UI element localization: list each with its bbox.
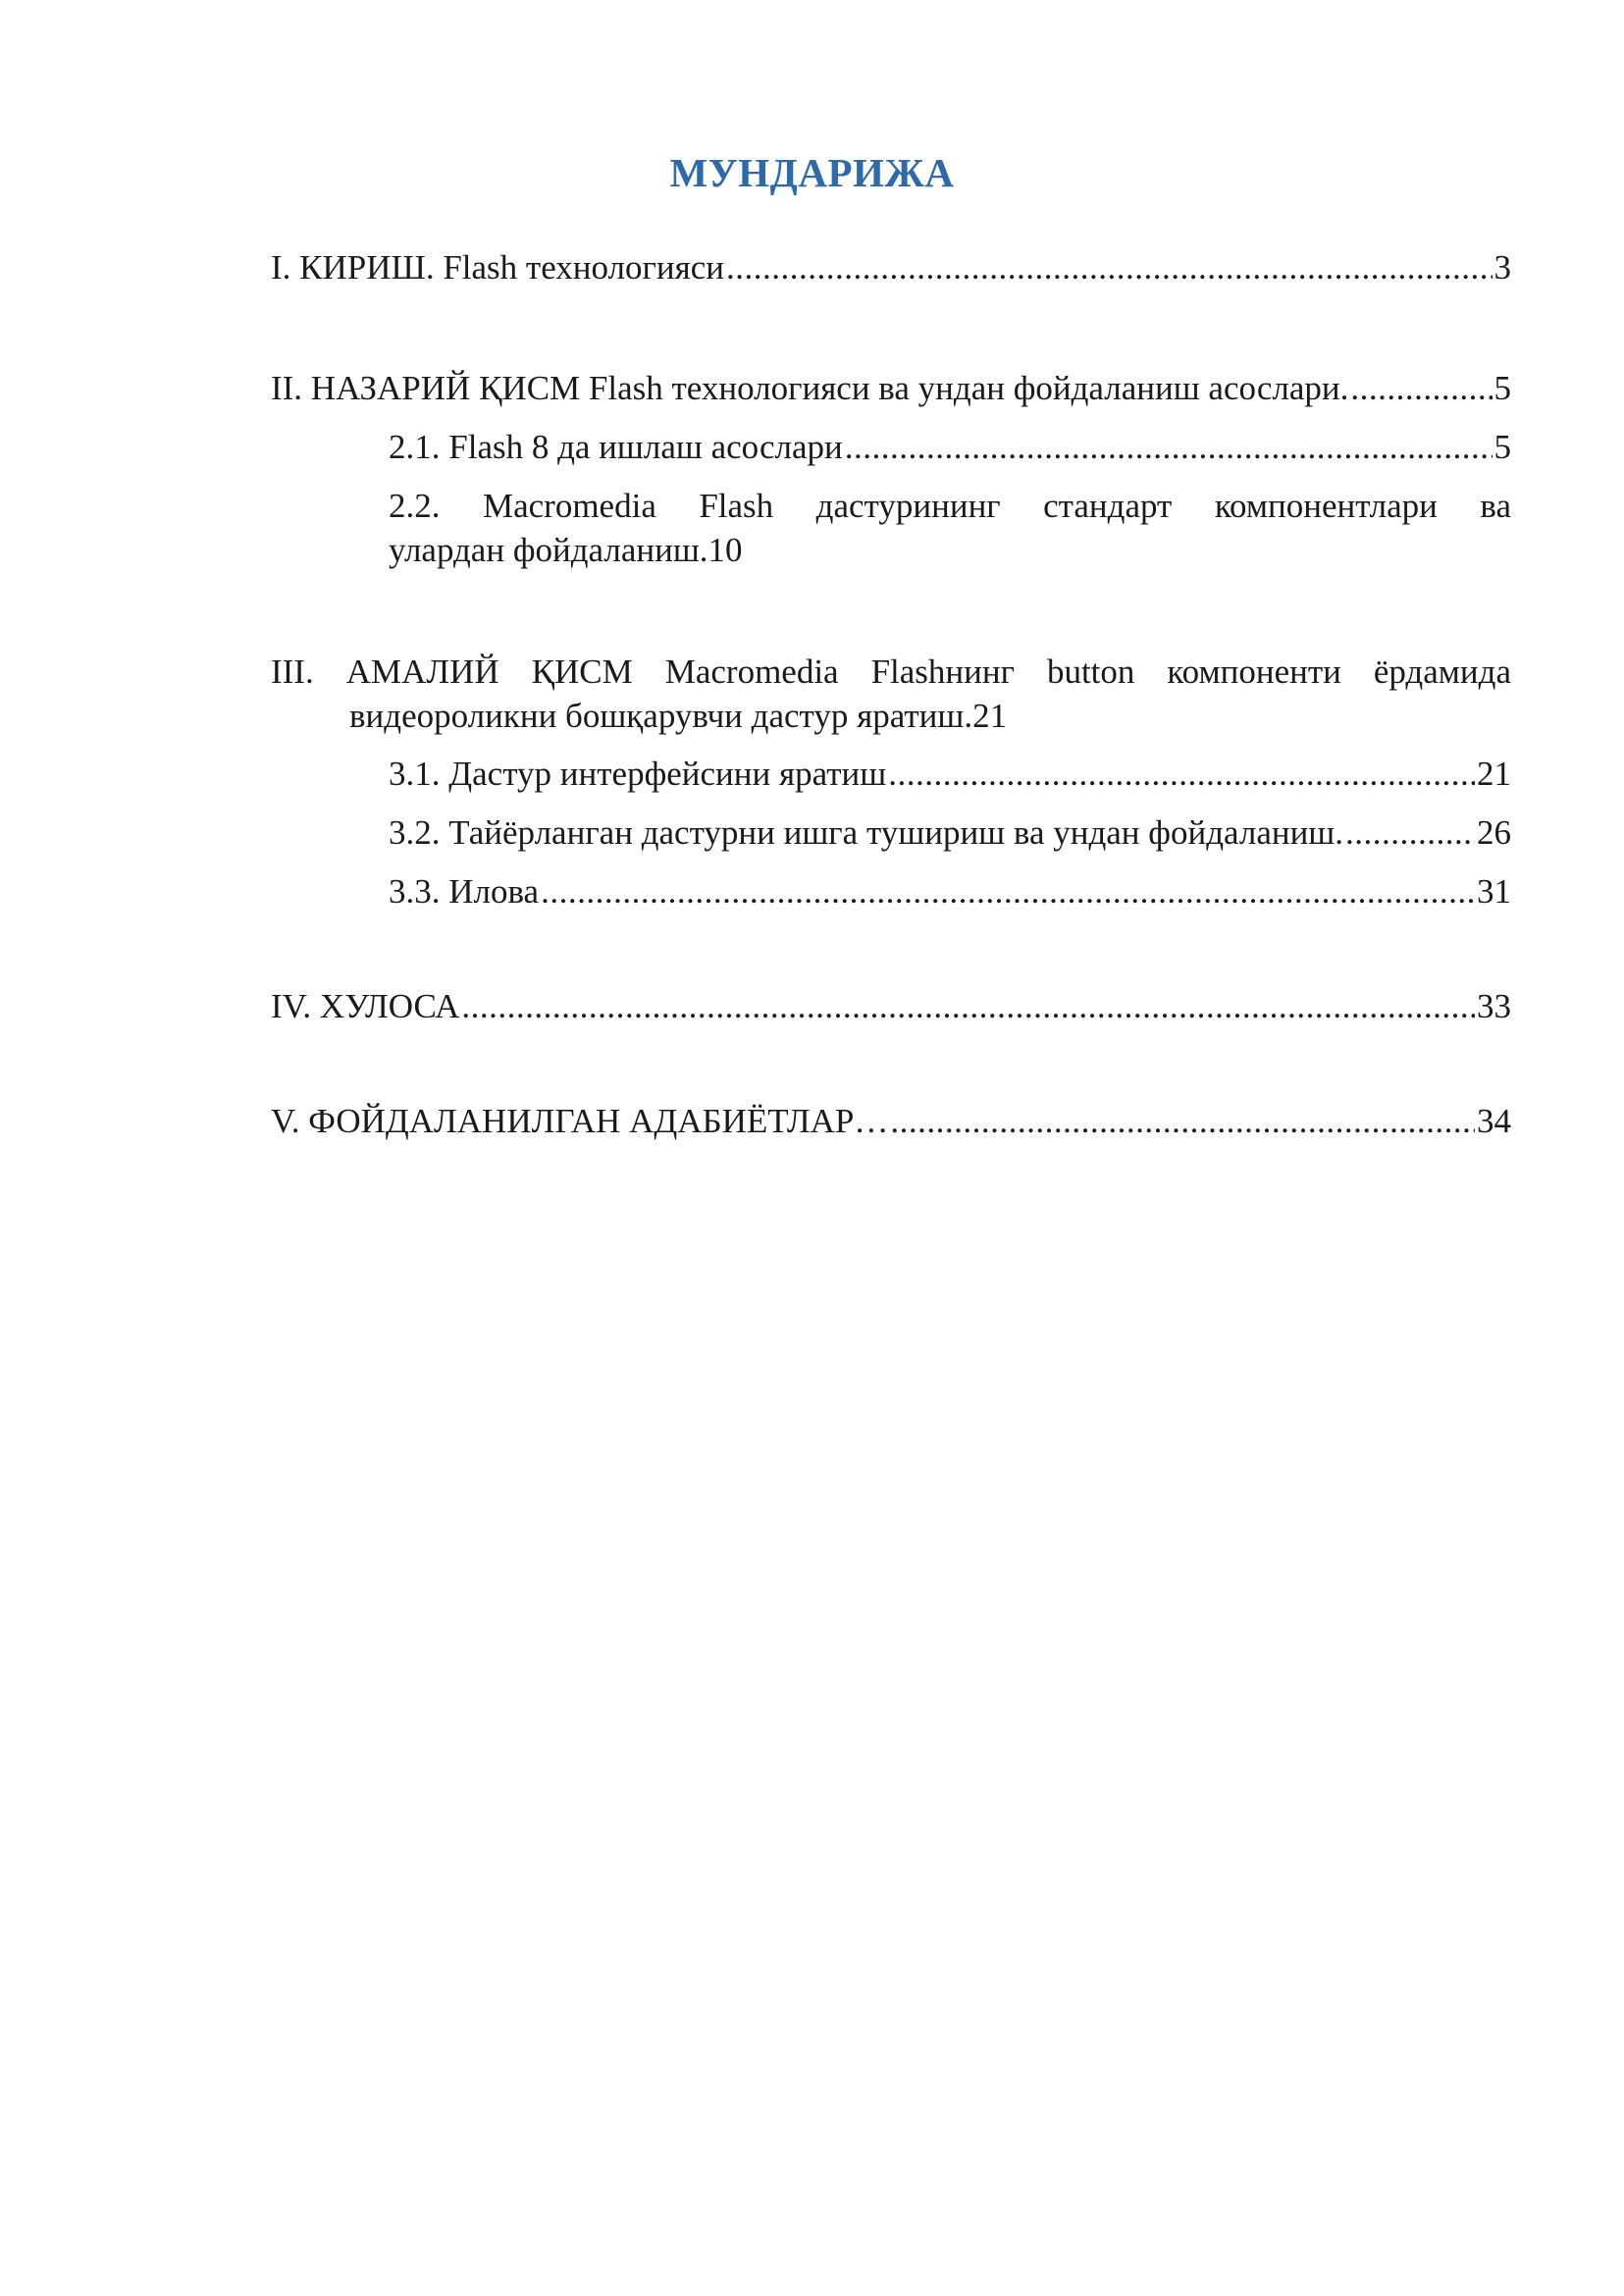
toc-page-number: 5 — [1493, 428, 1511, 466]
dot-leader — [1345, 810, 1475, 855]
toc-entry-line2 — [389, 528, 1511, 572]
toc-entry-2-1[interactable] — [389, 425, 1511, 469]
dot-leader — [541, 869, 1475, 913]
toc-page-number: 21 — [972, 697, 1008, 735]
toc-page-number: 26 — [1477, 813, 1511, 852]
toc-page-number: 21 — [1477, 755, 1511, 793]
toc-entry-line2 — [349, 694, 1511, 738]
toc-page-number: 31 — [1477, 872, 1511, 911]
toc-page-number: 10 — [707, 531, 743, 569]
toc-entry-text: 2.1. Flash 8 да ишлаш асослари — [389, 425, 843, 469]
dot-leader — [726, 245, 1493, 289]
toc-entry-text: 3.2. Тайёрланган дастурни ишга тушириш ва ундан фойдаланиш. — [389, 810, 1343, 855]
toc-entry-text: 3.1. Дастур интерфейсини яратиш — [389, 752, 886, 796]
toc-entry-5[interactable] — [271, 1099, 1511, 1143]
toc-entry-3[interactable] — [271, 650, 1511, 738]
toc-entry-text: V. ФОЙДАЛАНИЛГАН АДАБИЁТЛАР… — [271, 1099, 888, 1143]
toc-entry-text-line1: III. АМАЛИЙ ҚИСМ Macromedia Flashнинг button компоненти ёрдамида — [271, 652, 1511, 691]
dot-leader — [888, 752, 1475, 796]
dot-leader — [845, 425, 1493, 469]
toc-page-number: 34 — [1477, 1102, 1511, 1140]
toc-page-number: 5 — [1493, 369, 1511, 407]
toc-page-number: 33 — [1477, 987, 1511, 1025]
toc-entry-text: IV. ХУЛОСА — [271, 984, 459, 1028]
toc-entry-1[interactable] — [271, 245, 1511, 289]
dot-leader — [1350, 366, 1492, 410]
toc-entry-3-1[interactable] — [389, 752, 1511, 796]
toc-page-number: 3 — [1493, 248, 1511, 287]
toc-entry-text: I. КИРИШ. Flash технологияси — [271, 245, 724, 289]
toc-entry-2[interactable] — [271, 366, 1511, 410]
toc-entry-text-line2: улардан фойдаланиш. — [389, 531, 708, 569]
toc-entry-text-line1: 2.2. Macromedia Flash дастурининг стандарт компонентлари ва — [389, 487, 1511, 525]
toc-entry-2-2[interactable] — [389, 484, 1511, 572]
toc-entry-4[interactable] — [271, 984, 1511, 1028]
dot-leader — [461, 984, 1475, 1028]
toc-entry-text: II. НАЗАРИЙ ҚИСМ Flash технологияси ва ундан фойдаланиш асослари. — [271, 366, 1348, 410]
toc-entry-3-2[interactable] — [389, 810, 1511, 855]
dot-leader — [890, 1099, 1475, 1143]
toc-entry-3-3[interactable] — [389, 869, 1511, 913]
toc-title: МУНДАРИЖА — [669, 150, 955, 195]
toc-entry-text-line2: видеороликни бошқарувчи дастур яратиш. — [349, 697, 973, 735]
toc-entry-text: 3.3. Илова — [389, 869, 539, 913]
